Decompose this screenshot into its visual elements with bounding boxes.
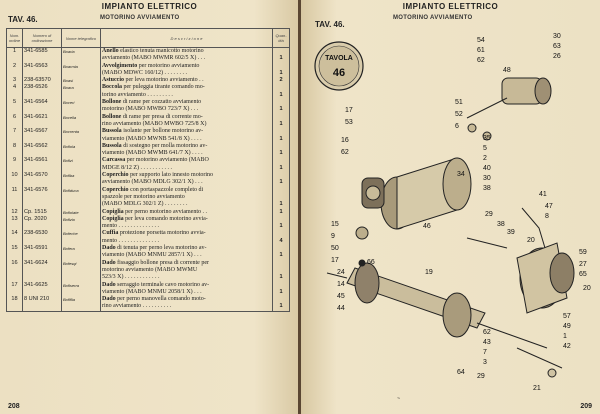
cell-qty (273, 282, 290, 297)
callout-number: 47 (545, 203, 553, 210)
cell-code: 341-6591 (23, 245, 62, 260)
callout-number: 52 (455, 111, 463, 118)
left-subtitle: MOTORINO AVVIAMENTO (100, 15, 180, 21)
cell-qty (273, 172, 290, 187)
cell-telegraphic: Bofiserra (62, 282, 101, 297)
cell-qty (273, 209, 290, 216)
qty-spacer (274, 282, 288, 289)
part-name: Boccola (102, 84, 122, 91)
callout-number: 35 (483, 135, 491, 142)
cell-num: 8 (7, 143, 23, 158)
callout-number: 29 (477, 373, 485, 380)
cell-description (101, 260, 273, 282)
description-line: mento . . . . . . . . . . . . . . (102, 223, 159, 230)
qty-spacer (274, 187, 288, 194)
cell-code: 341-6561 (23, 157, 62, 172)
table-row (7, 114, 290, 129)
table-row (7, 63, 290, 78)
description-line: MDGE 8/12 Z) . . . . . . . . . . . (102, 164, 172, 171)
cell-num: 4 (7, 84, 23, 99)
description-line: spazzole per motorino avviamento (102, 193, 185, 200)
callout-number: 48 (503, 67, 511, 74)
cell-qty (273, 260, 290, 282)
cell-description (101, 48, 273, 63)
cell-code: Cp. 1515 (23, 209, 62, 216)
cell-qty (273, 48, 290, 63)
callout-number: 6 (455, 123, 459, 130)
cell-telegraphic: Bofiduca (62, 187, 101, 209)
callout-number: 66 (367, 259, 375, 266)
description-line: Dado serraggio terminale cavo motorino av- (102, 281, 210, 288)
table-row (7, 187, 290, 209)
qty-spacer (274, 157, 288, 164)
callout-number: 38 (483, 185, 491, 192)
cell-qty (273, 63, 290, 78)
table-row (7, 143, 290, 158)
cell-telegraphic: Boceri (62, 99, 101, 114)
cell-description (101, 216, 273, 231)
callout-number: 49 (563, 323, 571, 330)
description-line: viamento (MABO MNMU 2857/1 X) . . . (102, 252, 202, 259)
callout-number: 39 (507, 229, 515, 236)
callout-labels (331, 33, 591, 392)
left-tav-label: TAV. 46. (8, 15, 38, 24)
cell-qty (273, 216, 290, 231)
col-num-header: Num. ordine (7, 29, 23, 48)
cell-num: 11 (7, 187, 23, 209)
callout-number: 43 (483, 339, 491, 346)
cell-num: 7 (7, 128, 23, 143)
description-line: (MABO MDWC 160/12) . . . . . . . . (102, 69, 187, 76)
cell-code: 238-6526 (23, 84, 62, 99)
callout-number: 62 (477, 57, 485, 64)
col-qty-header: Quan- tità (273, 29, 290, 48)
callout-number: 15 (331, 221, 339, 228)
qty-spacer (274, 296, 288, 303)
table-row (7, 282, 290, 297)
qty-value: 2 (279, 77, 283, 84)
part-name: Coperchio (102, 172, 129, 179)
qty-spacer (274, 216, 288, 223)
callout-number: 59 (579, 249, 587, 256)
callout-number: 2 (483, 155, 487, 162)
cell-qty (273, 157, 290, 172)
qty-value: 1 (279, 179, 283, 186)
callout-number: 50 (331, 245, 339, 252)
motor-housing-drawing (362, 158, 471, 229)
description-line: (MABO MDLG 302/1 Z) . . . . . . . . (102, 201, 188, 208)
cell-num: 17 (7, 282, 23, 297)
callout-number: 62 (341, 149, 349, 156)
table-row (7, 157, 290, 172)
cell-qty (273, 114, 290, 129)
part-name: Dado (102, 245, 116, 252)
cell-code: 341-6621 (23, 114, 62, 129)
cell-description (101, 128, 273, 143)
cell-description (101, 282, 273, 297)
callout-number: 65 (579, 271, 587, 278)
table-row (7, 216, 290, 231)
qty-spacer (274, 48, 288, 55)
qty-spacer (274, 260, 288, 267)
table-row (7, 77, 290, 84)
description-line: Bussola di sostegno per molla motorino av- (102, 142, 208, 149)
description-line: Dado fissaggio bollone presa di corrente per (102, 259, 209, 266)
cell-code: 8 UNI 210 (23, 296, 62, 311)
col-description-header: D e s c r i z i o n e (101, 29, 273, 48)
qty-value: 1 (279, 201, 283, 208)
callout-number: 5 (483, 145, 487, 152)
cell-code: 341-6562 (23, 143, 62, 158)
cell-description (101, 157, 273, 172)
cell-code: 341-6563 (23, 63, 62, 78)
cell-description (101, 114, 273, 129)
cell-num: 18 (7, 296, 23, 311)
table-row (7, 245, 290, 260)
cell-qty (273, 296, 290, 311)
callout-number: 29 (485, 211, 493, 218)
right-header-title: IMPIANTO ELETTRICO (402, 2, 499, 11)
cell-telegraphic: Boaria (62, 48, 101, 63)
part-name: Coperchio (102, 186, 129, 193)
cell-num: 15 (7, 245, 23, 260)
cell-code: 341-6625 (23, 282, 62, 297)
table-row (7, 48, 290, 63)
description-line: mento . . . . . . . . . . . . . . (102, 237, 159, 244)
callout-number: 61 (477, 47, 485, 54)
callout-number: 38 (497, 221, 505, 228)
qty-value: 1 (279, 91, 283, 98)
callout-number: 41 (539, 191, 547, 198)
cell-code: 341-6567 (23, 128, 62, 143)
cell-telegraphic: Bofiba (62, 172, 101, 187)
table-row (7, 172, 290, 187)
cell-num: 13 (7, 216, 23, 231)
callout-number: 30 (553, 33, 561, 40)
part-name: Anello (102, 48, 119, 54)
qty-value: 1 (279, 223, 283, 230)
callout-number: 17 (331, 257, 339, 264)
table-row (7, 128, 290, 143)
callout-number: 19 (425, 269, 433, 276)
description-line: 523/3 X) . . . . . . . . . . . . (102, 274, 160, 281)
callout-number: 9 (331, 233, 335, 240)
description-line: viamento (MABO MWNB 541/8 X) . . . . (102, 135, 202, 142)
description-line: Carcassa per motorino avviamento (MABO (102, 157, 209, 164)
qty-spacer (274, 99, 288, 106)
cell-telegraphic: Bofizi (62, 157, 101, 172)
cell-qty (273, 245, 290, 260)
right-page (301, 0, 600, 414)
cell-telegraphic: Bocrenta (62, 128, 101, 143)
qty-spacer (274, 143, 288, 150)
callout-number: 20 (583, 285, 591, 292)
part-name: Carcassa (102, 157, 126, 164)
col-telegraphic-header: Nome telegrafico (62, 29, 101, 48)
cell-code: Cp. 2020 (23, 216, 62, 231)
qty-value: 1 (279, 106, 283, 113)
callout-number: 30 (483, 175, 491, 182)
qty-spacer (274, 245, 288, 252)
table-row (7, 296, 290, 311)
right-subtitle: MOTORINO AVVIAMENTO (393, 15, 473, 21)
qty-spacer (274, 84, 288, 91)
cell-code: 341-6570 (23, 172, 62, 187)
description-line: rino avviamento (MABO MWBO 725/8 X) (102, 120, 207, 127)
cell-description (101, 187, 273, 209)
callout-number: 57 (563, 313, 571, 320)
callout-number: 40 (483, 165, 491, 172)
description-line: Dado di tenuta per perno leva motorino av- (102, 245, 207, 252)
cell-description (101, 296, 273, 311)
cell-description (101, 230, 273, 245)
callout-number: 34 (457, 171, 465, 178)
callout-number: 46 (423, 223, 431, 230)
cell-qty (273, 77, 290, 84)
description-line: Dado per perno manovella comando moto- (102, 296, 206, 303)
cell-qty (273, 84, 290, 99)
cell-qty (273, 187, 290, 209)
cell-num: 10 (7, 172, 23, 187)
part-name: Dado (102, 259, 116, 266)
solenoid-drawing (467, 78, 551, 140)
qty-value: 1 (279, 288, 283, 295)
description-line: rino avviamento . . . . . . . . . . (102, 303, 172, 310)
callout-number: 64 (457, 369, 465, 376)
qty-value: 1 (279, 274, 283, 281)
cell-telegraphic: Bofizio (62, 216, 101, 231)
artist-signature: ~ (397, 396, 400, 402)
cell-description (101, 77, 273, 84)
description-line: Copiglia per leva comando motorino avvia- (102, 215, 208, 222)
callout-number: 45 (337, 293, 345, 300)
cell-code: 341-6564 (23, 99, 62, 114)
armature-drawing (327, 263, 547, 348)
table-header-row (7, 29, 290, 48)
cell-description (101, 143, 273, 158)
description-line: Anello elastico tenuta manicotto motorino (102, 48, 204, 54)
qty-spacer (274, 63, 288, 70)
table-row (7, 84, 290, 99)
description-line: avviamento (MABO MDLG 302/1 X) . . . (102, 179, 203, 186)
cell-code: 238-63570 (23, 77, 62, 84)
qty-value: 1 (279, 164, 283, 171)
part-name: Bollone (102, 99, 122, 106)
table-row (7, 99, 290, 114)
right-page-number: 209 (580, 403, 592, 410)
right-tav-label: TAV. 46. (315, 20, 345, 29)
cell-qty (273, 230, 290, 245)
cell-telegraphic: Boarmia (62, 63, 101, 78)
callout-number: 1 (563, 333, 567, 340)
cell-code: 341-6576 (23, 187, 62, 209)
description-line: Avvolgimento per motorino avviamento (102, 62, 200, 69)
description-line: Bussola isolante per bollone motorino av- (102, 128, 204, 135)
description-line: viamento (MABO MWMB 641/7 X) . . . . (102, 150, 203, 157)
description-line: Boccola per puleggia tirante comando mo- (102, 84, 205, 91)
qty-value: 1 (279, 69, 283, 76)
callout-number: 14 (337, 281, 345, 288)
part-name: Dado (102, 296, 116, 303)
cell-num: 14 (7, 230, 23, 245)
table-row (7, 260, 290, 282)
description-line: Copiglia per perno motorino avviamento . . (102, 208, 207, 215)
parts-table (6, 28, 290, 312)
left-page-number: 208 (8, 403, 20, 410)
part-name: Copiglia (102, 208, 124, 215)
cell-telegraphic: Bofesqi (62, 260, 101, 282)
cell-num: 6 (7, 114, 23, 129)
callout-number: 26 (553, 53, 561, 60)
callout-number: 3 (483, 359, 487, 366)
cell-num: 12 (7, 209, 23, 216)
description-line: Coperchio per supporto lato innesto motorino (102, 172, 214, 179)
callout-number: 53 (345, 119, 353, 126)
cell-qty (273, 128, 290, 143)
badge-number: 46 (332, 67, 346, 79)
part-name: Dado (102, 281, 116, 288)
callout-number: 27 (579, 261, 587, 268)
qty-spacer (274, 194, 288, 201)
cell-telegraphic: Bofiola (62, 143, 101, 158)
callout-number: 7 (483, 349, 487, 356)
description-line: motorino (MABO MWBO 723/7 X) . . . (102, 106, 199, 113)
qty-spacer (274, 230, 288, 237)
description-line: viamento (MABO MNMU 2058/1 X) . . . (102, 288, 202, 295)
qty-value: 1 (279, 303, 283, 310)
qty-value: 1 (279, 135, 283, 142)
cell-num: 1 (7, 48, 23, 63)
cell-telegraphic: Bofera (62, 245, 101, 260)
part-name: Cuffia (102, 230, 119, 237)
callout-number: 21 (533, 385, 541, 392)
qty-value: 1 (279, 55, 283, 62)
description-line: Bollone di rame per cozzatto avviamento (102, 99, 202, 106)
cell-num: 5 (7, 99, 23, 114)
callout-number: 42 (563, 343, 571, 350)
part-name: Copiglia (102, 215, 124, 222)
cell-code: 238-6530 (23, 230, 62, 245)
cell-telegraphic: Bofiolate (62, 209, 101, 216)
qty-value: 1 (279, 252, 283, 259)
description-line: Coperchio con portaspazzole completo di (102, 186, 204, 193)
cell-qty (273, 99, 290, 114)
part-name: Astuccio (102, 77, 124, 84)
description-line: motorino avviamento (MABO MWMU (102, 266, 198, 273)
description-line: Bollone di rame per presa di corrente mo- (102, 113, 203, 120)
description-line: avviamento (MABO MWMR 602/5 X) . . . (102, 55, 206, 62)
part-name: Bussola (102, 128, 122, 135)
qty-value: 1 (279, 208, 283, 215)
callout-number: 44 (337, 305, 345, 312)
cell-description (101, 84, 273, 99)
cell-telegraphic: Boara (62, 84, 101, 99)
cell-telegraphic: Boasi (62, 77, 101, 84)
callout-number: 16 (341, 137, 349, 144)
callout-number: 51 (455, 99, 463, 106)
description-line: Cuffia protezione porsetta motorino avvia- (102, 230, 206, 237)
callout-number: 8 (545, 213, 549, 220)
badge-label: TAVOLA (325, 55, 353, 62)
cell-description (101, 209, 273, 216)
table-row (7, 209, 290, 216)
cell-num: 9 (7, 157, 23, 172)
callout-number: 54 (477, 37, 485, 44)
cell-telegraphic: Bofeche (62, 230, 101, 245)
qty-value: 4 (279, 237, 283, 244)
qty-spacer (274, 267, 288, 274)
left-header-title: IMPIANTO ELETTRICO (101, 2, 198, 11)
cell-telegraphic: Bofiflia (62, 296, 101, 311)
description-line: torino avviamento . . . . . . . . . (102, 91, 173, 98)
cell-num: 2 (7, 63, 23, 78)
part-name: Bollone (102, 113, 122, 120)
cell-code: 341-6624 (23, 260, 62, 282)
part-name: Bussola (102, 142, 122, 149)
qty-value: 1 (279, 150, 283, 157)
callout-number: 24 (337, 269, 345, 276)
parts-table-body (7, 48, 290, 312)
cell-qty (273, 143, 290, 158)
description-line: Astuccio per leva motorino avviamento . . (102, 77, 204, 84)
qty-spacer (274, 172, 288, 179)
cell-num: 16 (7, 260, 23, 282)
cell-num: 3 (7, 77, 23, 84)
part-name: Avvolgimento (102, 62, 138, 69)
tavola-badge (315, 42, 363, 90)
qty-spacer (274, 114, 288, 121)
drive-end-drawing (517, 243, 574, 313)
col-code-header: Numero di ordinazione (23, 29, 62, 48)
qty-spacer (274, 128, 288, 135)
cell-code: 341-6585 (23, 48, 62, 63)
cell-description (101, 99, 273, 114)
cell-description (101, 172, 273, 187)
table-row (7, 230, 290, 245)
exploded-diagram (307, 28, 595, 402)
cell-telegraphic: Bocella (62, 114, 101, 129)
callout-number: 20 (527, 237, 535, 244)
cell-description (101, 63, 273, 78)
qty-value: 1 (279, 120, 283, 127)
callout-number: 63 (553, 43, 561, 50)
callout-number: 62 (483, 329, 491, 336)
callout-number: 17 (345, 107, 353, 114)
left-page (0, 0, 299, 414)
cell-description (101, 245, 273, 260)
